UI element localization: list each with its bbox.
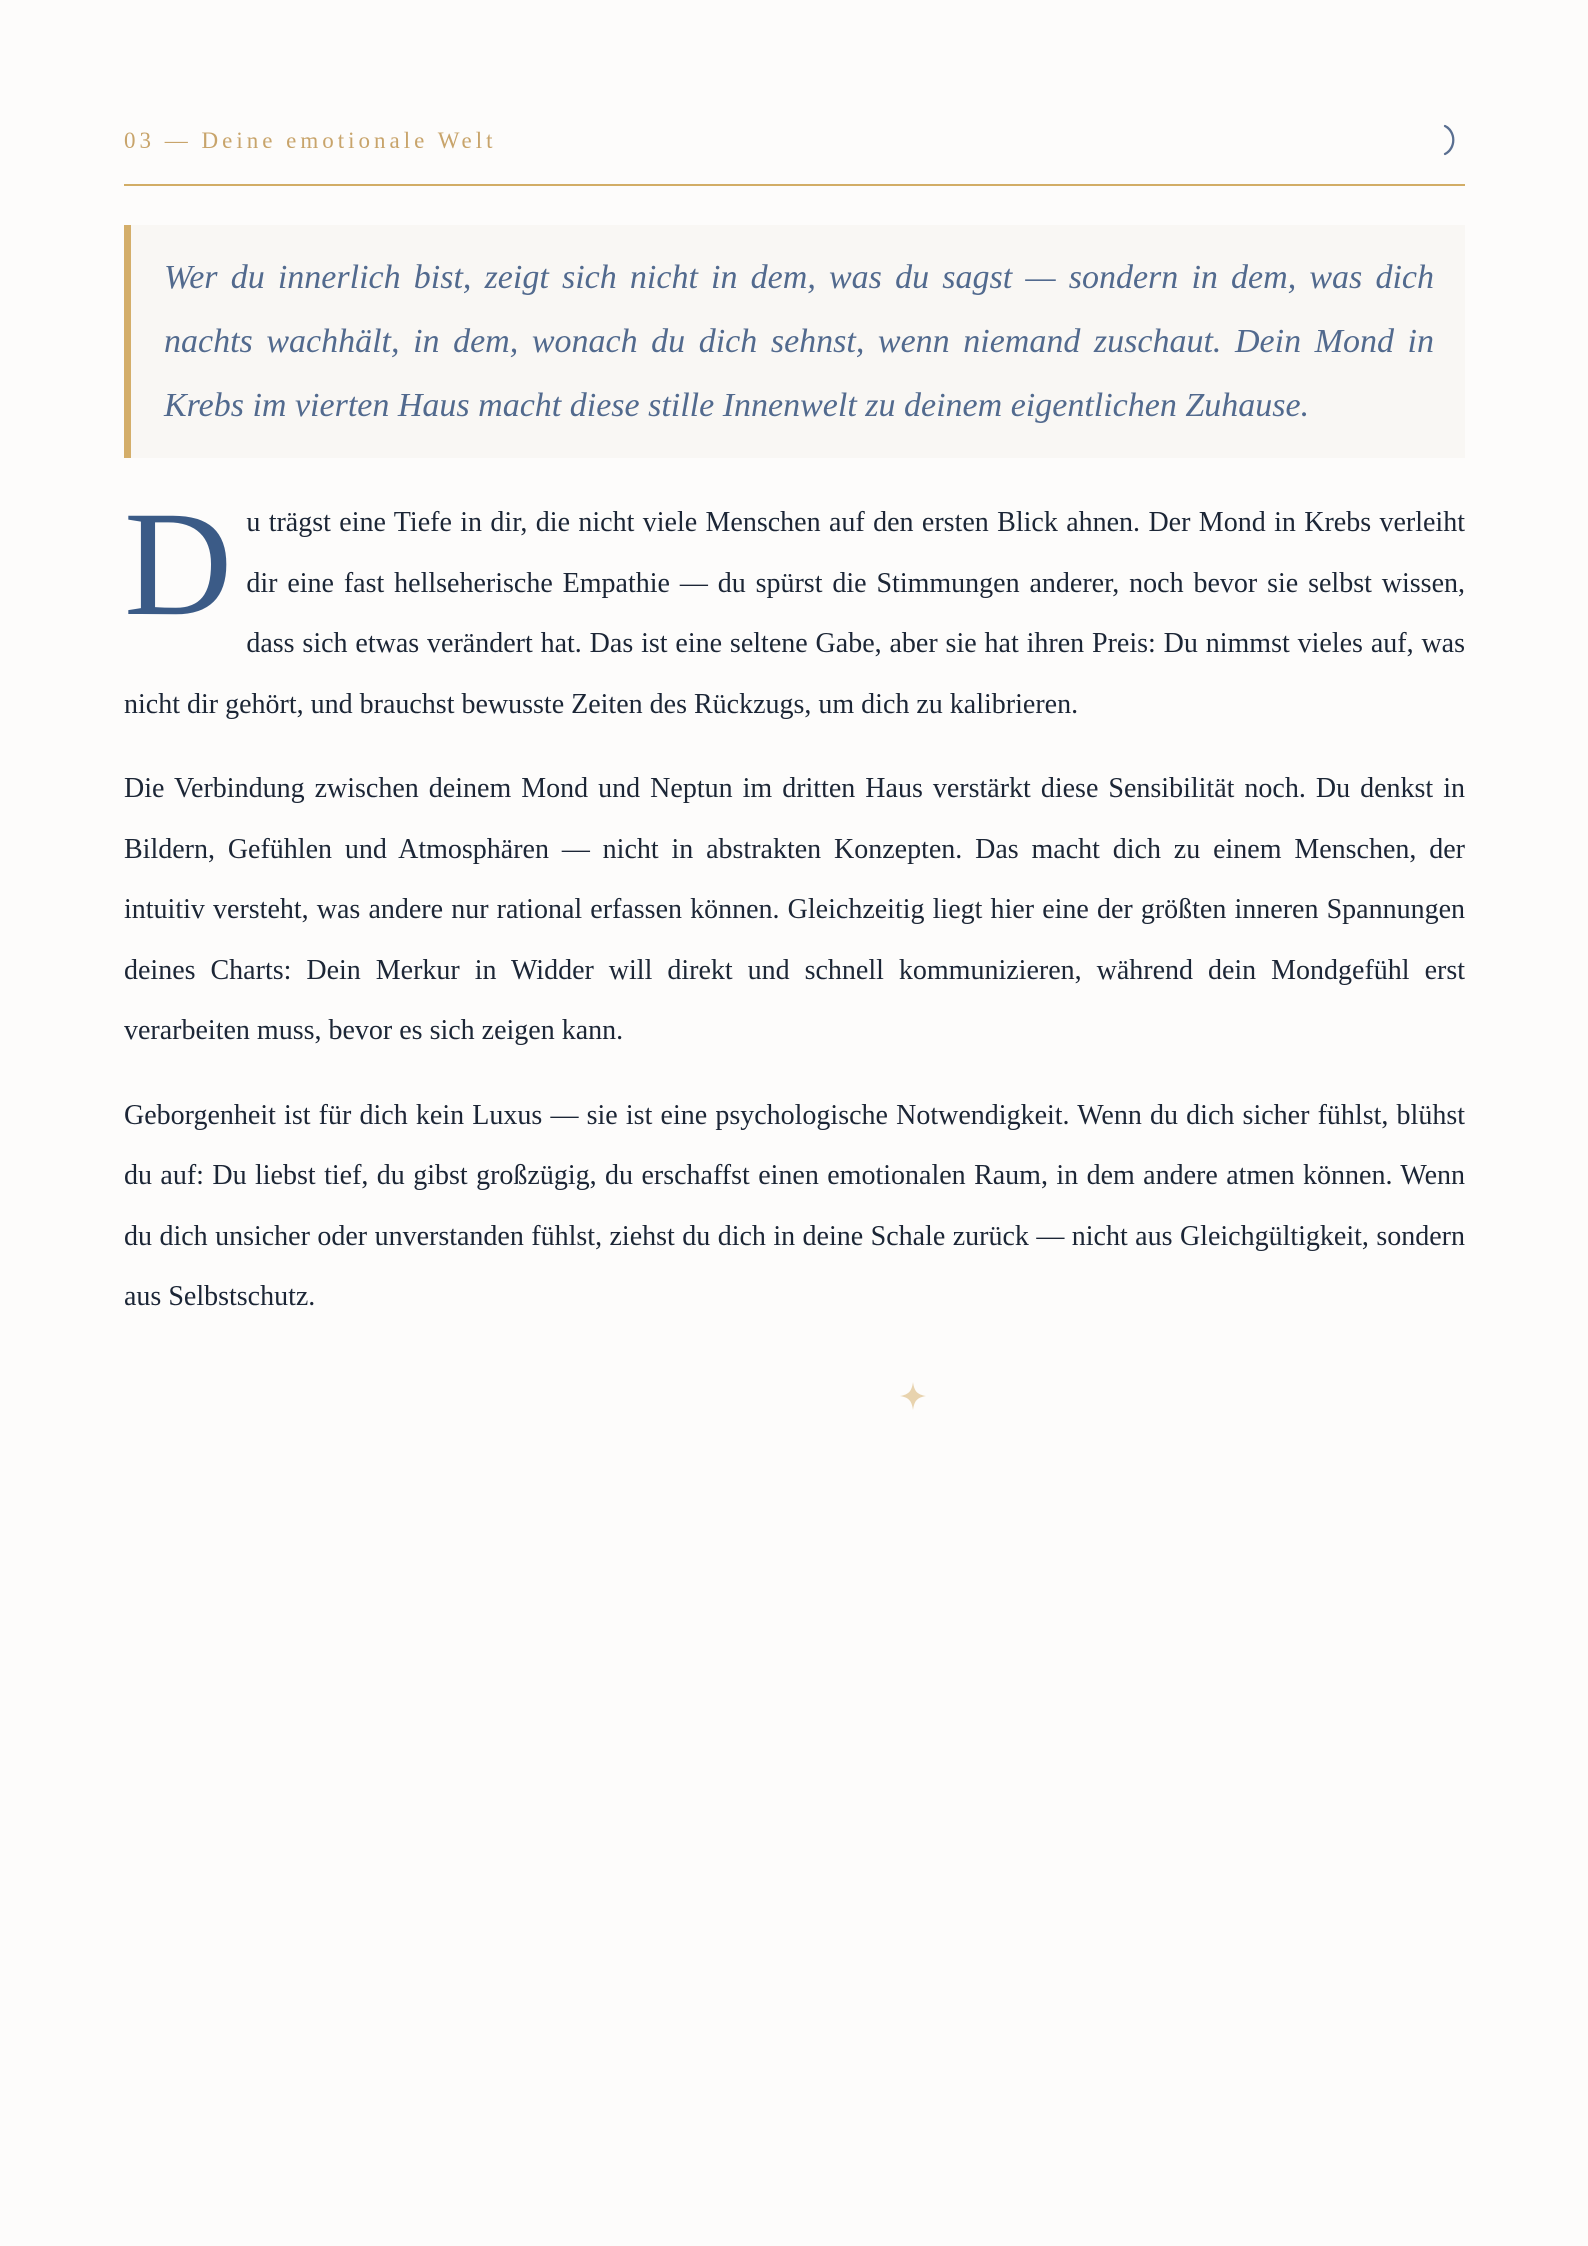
crescent-moon-icon bbox=[1437, 120, 1465, 160]
page-header bbox=[124, 120, 1465, 186]
drop-cap: D bbox=[124, 481, 233, 647]
four-point-star-icon bbox=[899, 1381, 927, 1411]
pull-quote-text: Wer du innerlich bist, zeigt sich nicht in dem, was du sagst — sondern in dem, was dich nachts wachhält, in dem, wonach du dich sehnst, wenn niemand zuschaut. Dein Mond in Krebs im vierten Haus macht diese stille Innenwelt zu deinem eigentlichen Zuhause. bbox=[164, 259, 1434, 424]
paragraph-3: Geborgenheit ist für dich kein Luxus — sie ist eine psychologische Notwendigkeit. Wenn du dich sicher fühlst, blühst du auf: Du liebst tief, du gibst großzügig, du erschaffst einen emotionalen Raum, in dem andere atmen können. Wenn du dich unsicher oder unverstanden fühlst, ziehst du dich in deine Schale zurück — nicht aus Gleichgültigkeit, sondern aus Selbstschutz. bbox=[124, 1099, 1465, 1312]
paragraph-1 bbox=[124, 481, 1465, 735]
pull-quote bbox=[124, 225, 1465, 458]
paragraph-2: Die Verbindung zwischen deinem Mond und Neptun im dritten Haus verstärkt diese Sensibilität noch. Du denkst in Bildern, Gefühlen und Atmosphären — nicht in abstrakten Konzepten. Das macht dich zu einem Menschen, der intuitiv versteht, was andere nur rational erfassen können. Gleichzeitig liegt hier eine der größten inneren Spannungen deines Charts: Dein Merkur in Widder will direkt und schnell kommunizieren, während dein Mondgefühl erst verarbeiten muss, bevor es sich zeigen kann. bbox=[124, 773, 1465, 1046]
chapter-body bbox=[124, 481, 1465, 1352]
chapter-title: 03 — Deine emotionale Welt bbox=[124, 128, 497, 153]
paragraph-1-text: u trägst eine Tiefe in dir, die nicht viele Menschen auf den ersten Blick ahnen. Der Mond in Krebs verleiht dir eine fast hellseherische Empathie — du spürst die Stimmungen anderer, noch bevor sie selbst wissen, dass sich etwas verändert hat. Das ist eine seltene Gabe, aber sie hat ihren Preis: Du nimmst vieles auf, was nicht dir gehört, und brauchst bewusste Zeiten des Rückzugs, um dich zu kalibrieren. bbox=[124, 507, 1465, 720]
